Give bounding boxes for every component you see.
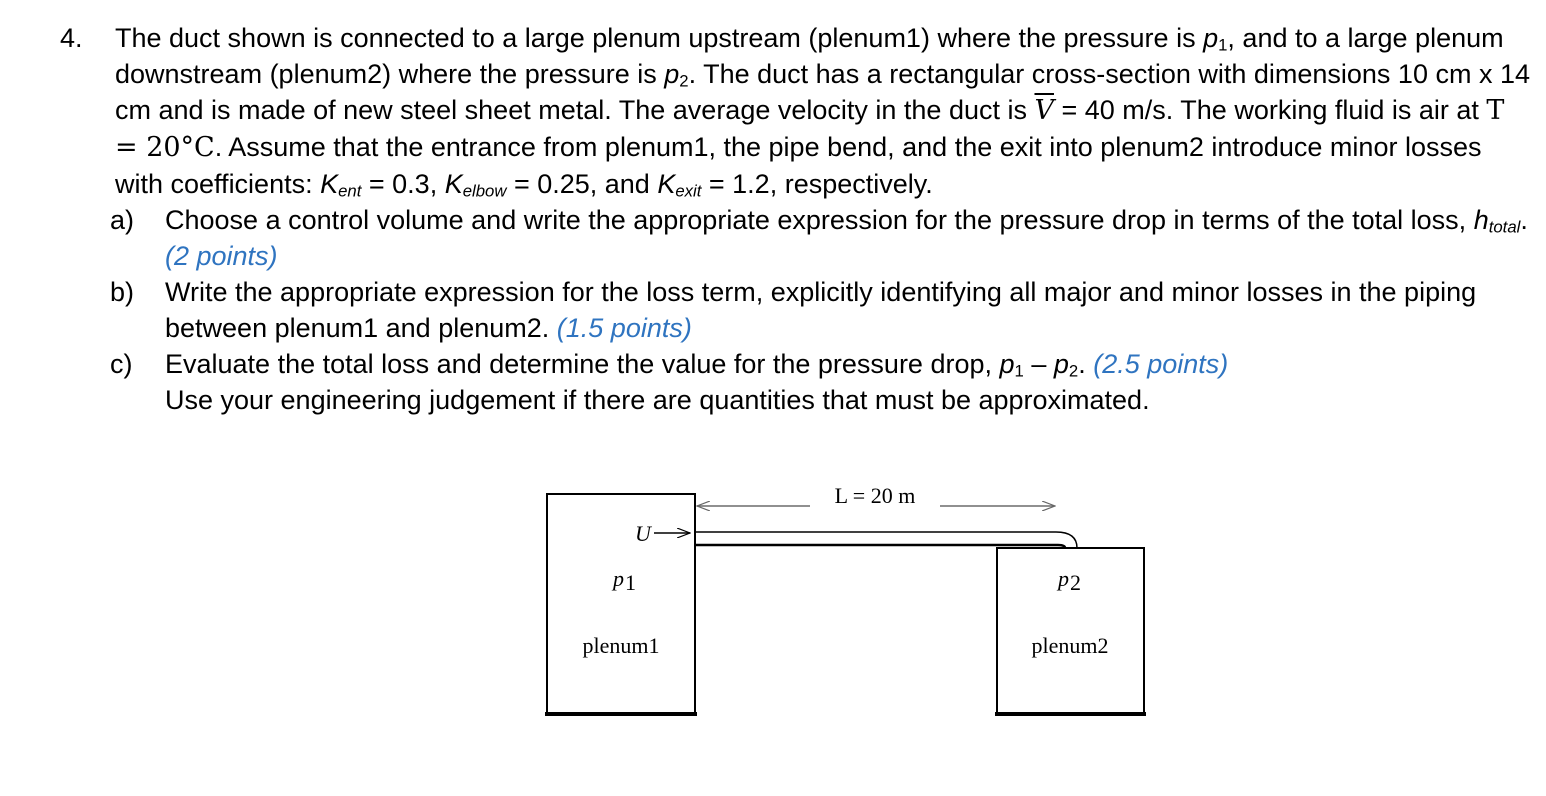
p1-label: p: [613, 566, 624, 591]
p2-subscript: 2: [679, 71, 689, 91]
part-b-points: (1.5 points): [556, 313, 692, 343]
k-exit-symbol: K: [657, 169, 676, 199]
k-elbow-subscript: elbow: [462, 181, 507, 201]
part-a-text: Choose a control volume and write the appropriate expression for the pressure drop in terms of the total loss,: [165, 205, 1474, 235]
k-elbow-symbol: K: [444, 169, 463, 199]
part-c-p2-subscript: 2: [1068, 361, 1079, 381]
part-c-label: c): [110, 349, 133, 379]
part-c-p2-symbol: p: [1053, 349, 1069, 379]
stem-text-1: The duct shown is connected to a large plenum upstream (plenum1) where the pressure is: [115, 23, 1204, 53]
p2-symbol: p: [664, 59, 680, 89]
part-b-label: b): [110, 277, 135, 307]
part-c-text: Evaluate the total loss and determine the value for the pressure drop,: [165, 349, 1000, 379]
part-c-p1-subscript: 1: [1014, 361, 1024, 381]
part-c-dash: –: [1023, 349, 1054, 379]
k-ent-value: = 0.3,: [361, 169, 445, 199]
part-a-points: (2 points): [165, 241, 278, 271]
p2-label-subscript: 2: [1070, 570, 1081, 595]
plenum2-label: plenum2: [1031, 633, 1109, 658]
stem-text-4: = 40 m/s. The working fluid is air at: [1053, 95, 1487, 125]
stem-text-3: . The duct has a rectangular cross-section with dimensions 10 cm x 14 cm and is made of new steel sheet metal. The average velocity in the duct is: [115, 59, 1530, 125]
p1-symbol: p: [1203, 23, 1219, 53]
velocity-label: U: [635, 521, 651, 546]
k-exit-value: = 1.2, respectively.: [701, 169, 933, 199]
part-a-label: a): [110, 205, 135, 235]
k-ent-subscript: ent: [338, 181, 362, 201]
plenum1-label: plenum1: [582, 633, 660, 658]
part-a-after: .: [1520, 205, 1528, 235]
stem-text-5: . Assume that the entrance from plenum1, the pipe bend, and the exit into plenum2 introduce minor losses with coefficients:: [115, 132, 1482, 199]
k-ent-symbol: K: [320, 169, 339, 199]
length-label: L = 20 m: [834, 483, 916, 508]
h-total-subscript: total: [1488, 217, 1521, 237]
part-c-after: .: [1078, 349, 1094, 379]
part-b-text: Write the appropriate expression for the loss term, explicitly identifying all major and minor losses in the piping between plenum1 and plenum2.: [165, 277, 1477, 343]
part-c-points: (2.5 points): [1093, 349, 1229, 379]
k-elbow-value: = 0.25, and: [506, 169, 658, 199]
p1-subscript: 1: [1218, 35, 1228, 55]
temperature-expression: T = 20°C: [115, 95, 1505, 163]
part-c-note: Use your engineering judgement if there are quantities that must be approximated.: [165, 385, 1150, 415]
p2-label: p: [1058, 566, 1069, 591]
part-c-p1-symbol: p: [999, 349, 1015, 379]
average-velocity-symbol: $\overline{V}$: [1034, 95, 1054, 126]
stem-text-2: , and to a large plenum downstream (plenum2) where the pressure is: [115, 23, 1504, 89]
problem-number: 4.: [60, 23, 83, 53]
plenum1-box: [547, 494, 695, 714]
p1-label-subscript: 1: [625, 570, 636, 595]
h-total-symbol: h: [1473, 205, 1489, 235]
k-exit-subscript: exit: [675, 181, 702, 201]
